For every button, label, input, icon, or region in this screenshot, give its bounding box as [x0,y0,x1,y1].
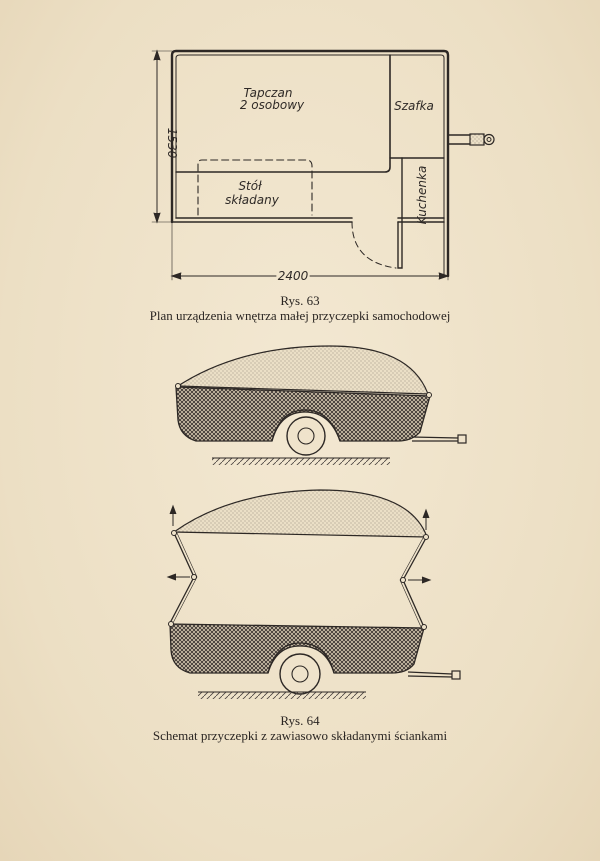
door-leaf [398,222,402,268]
floor-plan-diagram [152,51,494,280]
drawbar-closed [412,437,458,441]
bottom-wall [172,218,352,222]
figure-63-caption-text: Plan urządzenia wnętrza małej przyczepki samochodowej [149,308,451,323]
roof-closed [178,346,428,394]
outer-wall [172,51,448,276]
figure-63-caption [0,293,600,323]
figure-64-number: Rys. 64 [280,713,320,728]
kitchen-label: Kuchenka [415,165,429,225]
wheel-open [280,654,320,694]
width-dimension-label: 2400 [277,269,309,283]
table-label-line1: Stół [238,179,262,193]
ground-open [198,692,366,699]
tow-hitch [448,134,494,145]
wheel-closed [287,417,325,455]
outer-wall-inner-line [176,55,444,276]
door-swing-arc [352,222,396,268]
drawbar-open [408,672,452,677]
bed-label-line2: 2 osobowy [239,98,305,112]
trailer-closed-side-view [176,346,467,465]
bed-label-line1: Tapczan [243,86,293,100]
trailer-open-side-view [168,490,460,699]
depth-dimension-label: 1530 [165,127,179,159]
cabinet-label: Szafka [394,99,434,113]
figure-64-caption [0,713,600,743]
bed-outline [176,55,390,172]
figure-64-caption-text: Schemat przyczepki z zawiasowo składanymi ściankami [152,728,448,743]
table-label-line2: składany [225,193,279,207]
roof-open [174,490,427,537]
figure-63-number: Rys. 63 [280,293,320,308]
ground-closed [212,458,390,465]
width-dimension [172,222,448,280]
